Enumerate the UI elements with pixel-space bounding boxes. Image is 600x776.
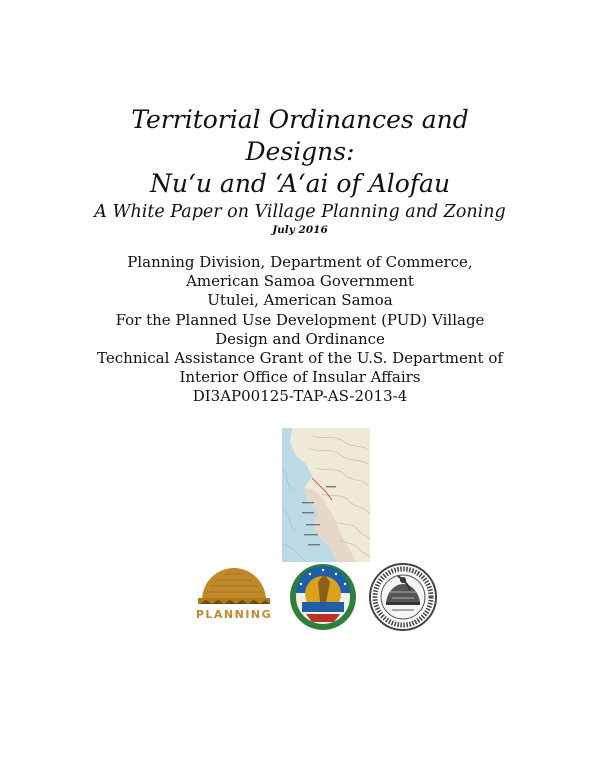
credit-line: Utulei, American Samoa: [207, 291, 393, 310]
credits-block: [0, 253, 600, 407]
credit-line: Planning Division, Department of Commerce,: [127, 253, 473, 271]
map-image: [282, 428, 370, 562]
logo-row: [0, 560, 600, 630]
credit-line: American Samoa Government: [186, 272, 414, 291]
planning-logo: [190, 564, 278, 624]
commerce-seal: [288, 562, 358, 632]
title-line-1: Territorial Ordinances and: [131, 105, 469, 134]
document-subtitle: A White Paper on Village Planning and Zoning: [94, 202, 506, 222]
document-title: [0, 104, 600, 200]
title-line-3: Nu‘u and ‘A‘ai of Alofau: [149, 169, 451, 198]
american-samoa-seal: [368, 562, 438, 632]
title-line-2: Designs:: [245, 137, 355, 166]
planning-logo-text: PLANNING: [195, 608, 273, 621]
credit-line: Technical Assistance Grant of the U.S. Department of: [97, 349, 503, 368]
credit-line: For the Planned Use Development (PUD) Village: [115, 310, 485, 329]
credit-line: Interior Office of Insular Affairs: [179, 368, 421, 387]
credit-line: Design and Ordinance: [215, 329, 385, 348]
document-date: July 2016: [272, 224, 328, 236]
credit-line: DI3AP00125-TAP-AS-2013-4: [192, 387, 408, 406]
